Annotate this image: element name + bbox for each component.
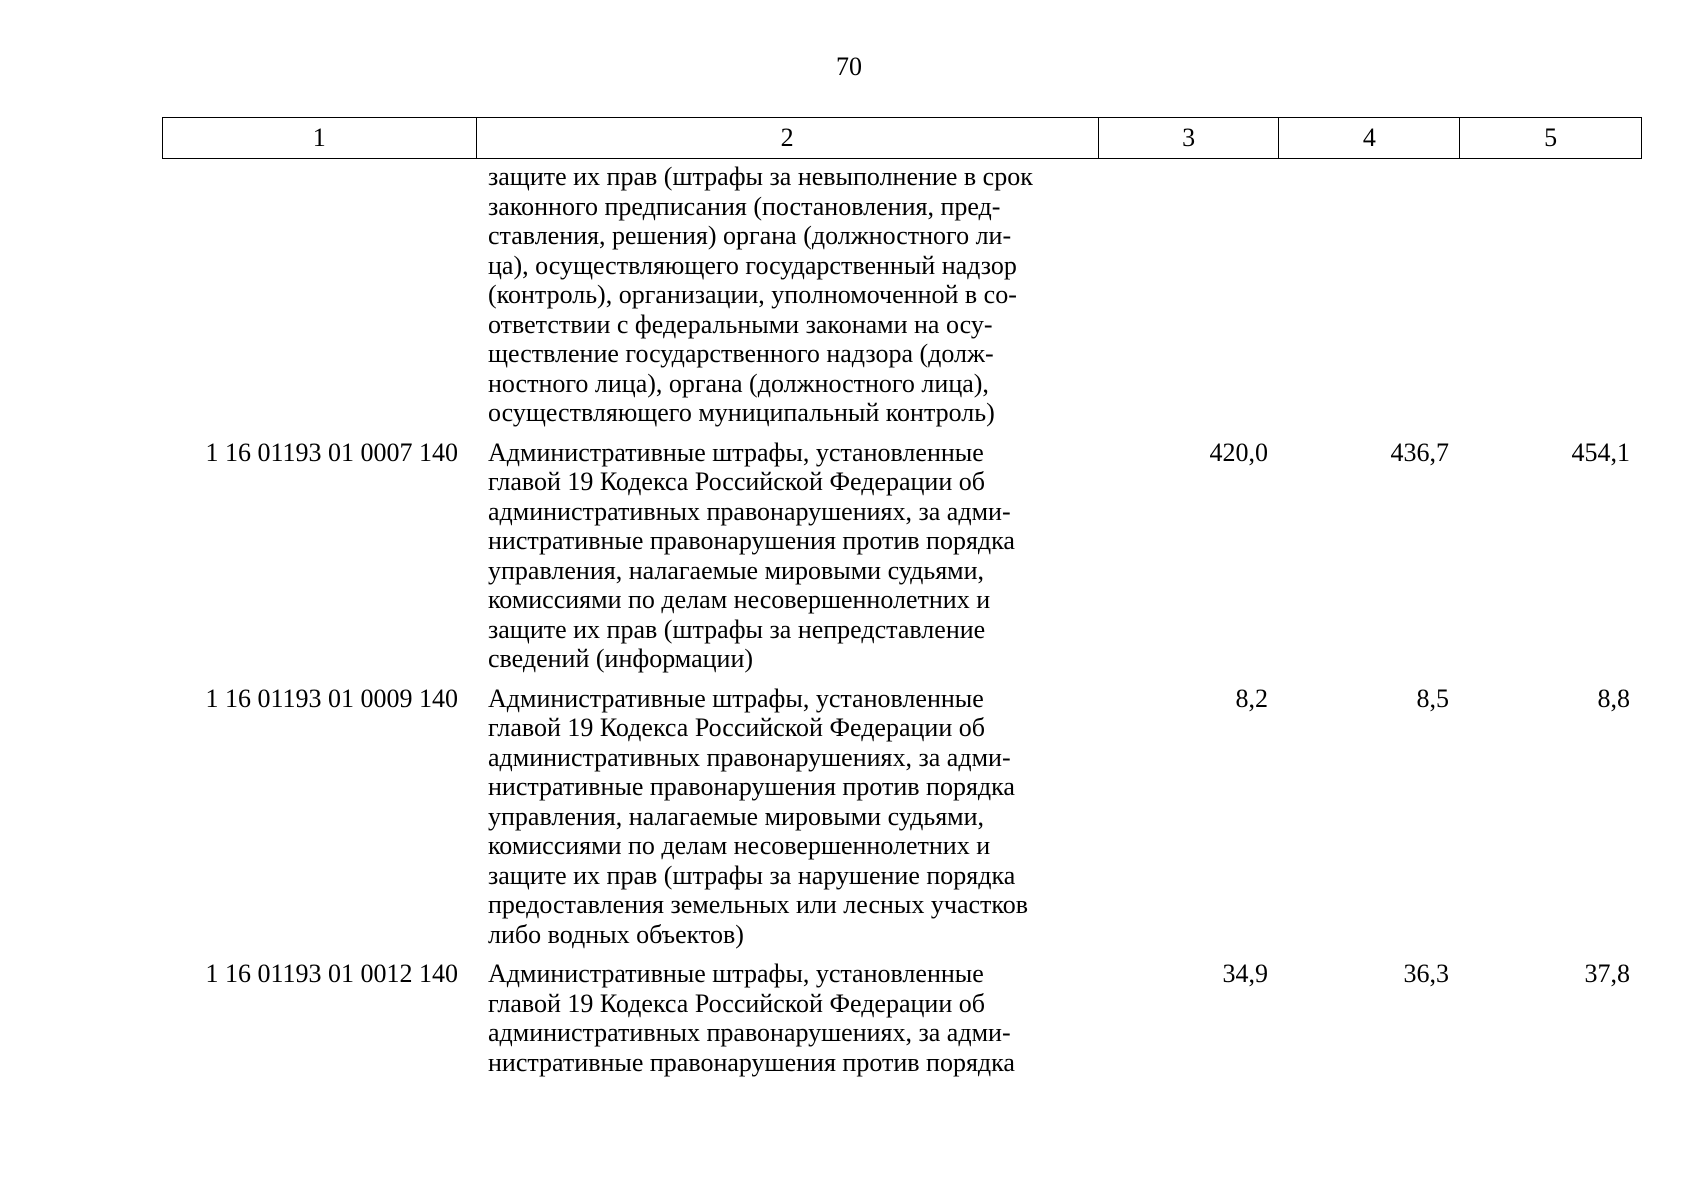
income-code: 1 16 01193 01 0009 140 [205,683,458,713]
table-body [162,162,1642,1077]
description-line: управления, налагаемые мировыми судьями, [488,801,985,831]
header-col-5: 5 [1544,123,1558,152]
description-line: главой 19 Кодекса Российской Федерации об [488,713,985,742]
description-line: ставления, решения) органа (должностного ли- [488,221,1012,250]
table-row [162,684,1642,950]
description-line: нистративные правонарушения против порядка [488,526,1015,555]
description-line: комиссиями по делам несовершеннолетних и [488,831,991,860]
header-col-2: 2 [477,118,1099,158]
amount-col-5: 454,1 [1571,437,1630,467]
description-line: административных правонарушениях, за адми- [488,1018,1011,1047]
description-line: законного предписания (постановления, пред- [488,191,1001,221]
income-description [476,438,1099,674]
description-line: (контроль), организации, уполномоченной в со- [488,280,1017,309]
description-line: ностного лица), органа (должностного лица), [488,368,989,398]
amount-col-3: 8,2 [1235,683,1268,713]
income-code: 1 16 01193 01 0012 140 [205,959,458,988]
amount-col-5 [1461,162,1642,428]
description-line: защите их прав (штрафы за непредставление [488,614,986,644]
description-line: комиссиями по делам несовершеннолетних и [488,585,991,614]
description-line: административных правонарушениях, за адми- [488,742,1011,772]
table-header [162,117,1642,159]
description-line: сведений (информации) [488,644,754,673]
amount-col-3: 420,0 [1209,437,1268,467]
header-col-3: 3 [1099,118,1280,158]
description-line: Административные штрафы, установленные [488,437,984,467]
income-description [476,684,1099,950]
amount-col-4: 8,5 [1416,683,1449,713]
table-row [162,162,1642,428]
header-col-1: 1 [163,118,477,158]
table-row [162,438,1642,674]
description-line: Административные штрафы, установленные [488,683,984,713]
description-line: предоставления земельных или лесных участков [488,890,1028,919]
description-line: осуществляющего муниципальный контроль) [488,398,995,427]
header-col-4: 4 [1279,118,1460,158]
amount-col-5: 37,8 [1584,959,1630,988]
amount-col-4: 36,3 [1403,959,1449,988]
table-row [162,959,1642,1077]
description-line: защите их прав (штрафы за нарушение порядка [488,860,1016,890]
description-line: ответствии с федеральными законами на осу- [488,309,993,339]
description-line: ца), осуществляющего государственный надзор [488,250,1017,280]
page-number: 70 [836,52,862,81]
amount-col-3 [1099,162,1280,428]
income-code [162,162,476,428]
description-line: либо водных объектов) [488,919,744,949]
description-line: административных правонарушениях, за адми- [488,496,1011,526]
income-description [476,959,1099,1077]
amount-col-5: 8,8 [1597,683,1630,713]
amount-col-3: 34,9 [1222,959,1268,988]
description-line: главой 19 Кодекса Российской Федерации об [488,988,985,1018]
amount-col-4 [1280,162,1461,428]
income-code: 1 16 01193 01 0007 140 [205,437,458,467]
description-line: Административные штрафы, установленные [488,959,984,988]
description-line: нистративные правонарушения против порядка [488,772,1015,801]
description-line: управления, налагаемые мировыми судьями, [488,555,985,585]
description-line: ществление государственного надзора (долж- [488,339,994,368]
description-line: главой 19 Кодекса Российской Федерации об [488,467,985,496]
amount-col-4: 436,7 [1390,437,1449,467]
description-line: нистративные правонарушения против порядка [488,1047,1015,1077]
description-line: защите их прав (штрафы за невыполнение в срок [488,162,1033,191]
income-description [476,162,1099,428]
